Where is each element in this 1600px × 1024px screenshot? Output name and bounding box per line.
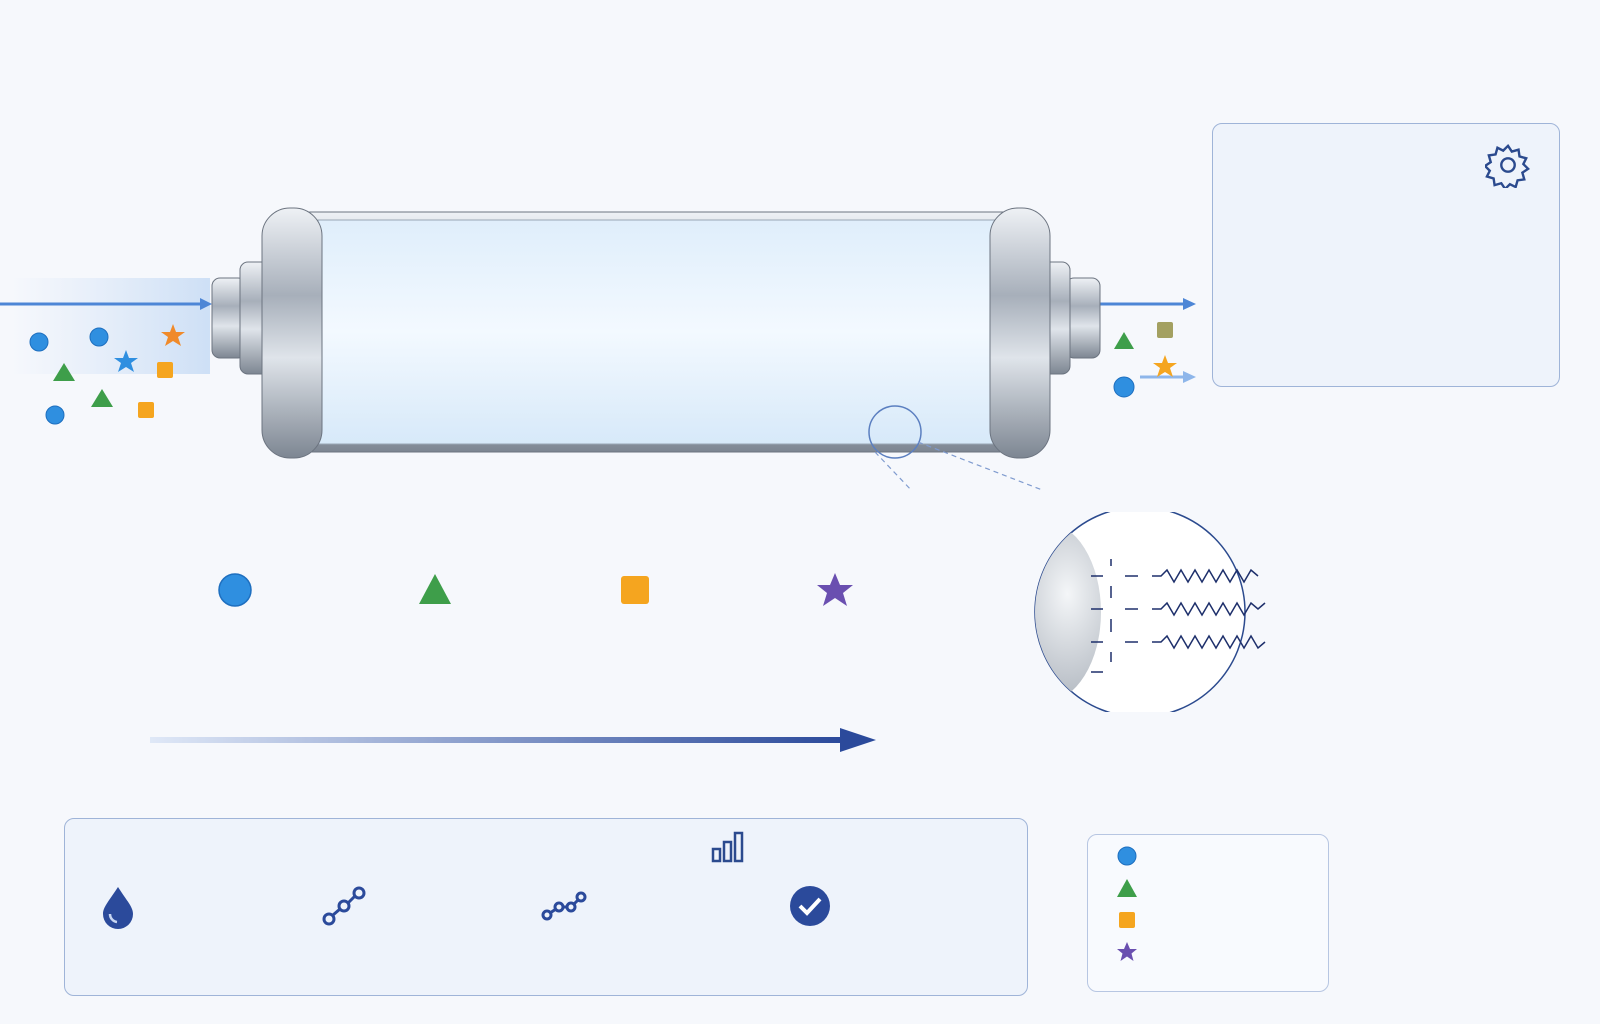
feature-mobile-phase	[123, 875, 301, 881]
feature-interaction	[575, 875, 753, 881]
legend	[1087, 834, 1329, 992]
elution-order	[140, 570, 940, 710]
mechanism-panel	[1212, 123, 1560, 387]
feature-stationary-phase	[353, 875, 531, 881]
square-icon	[1116, 909, 1138, 931]
elution-item-less	[540, 570, 730, 624]
stationary-phase-zoom	[1025, 512, 1325, 712]
drop-icon	[95, 883, 141, 929]
chain-icon	[321, 883, 367, 929]
triangle-icon	[415, 570, 455, 610]
star-icon	[815, 570, 855, 610]
outlet-compounds	[1108, 322, 1188, 402]
elution-item-polar	[140, 570, 330, 624]
circle-icon	[1116, 845, 1138, 867]
triangle-icon	[1116, 877, 1138, 899]
circle-icon	[215, 570, 255, 610]
elution-item-mid	[340, 570, 530, 624]
features-panel	[64, 818, 1028, 996]
check-icon	[787, 883, 833, 929]
square-icon	[615, 570, 655, 610]
gear-icon	[1485, 142, 1531, 188]
star-icon	[1116, 941, 1138, 963]
elution-item-nonpolar	[740, 570, 930, 624]
chain-icon	[541, 883, 587, 929]
retention-time-arrow	[150, 728, 880, 752]
inlet-compounds	[20, 312, 200, 432]
feature-applications	[827, 875, 1005, 881]
bar-chart-icon	[710, 829, 750, 865]
